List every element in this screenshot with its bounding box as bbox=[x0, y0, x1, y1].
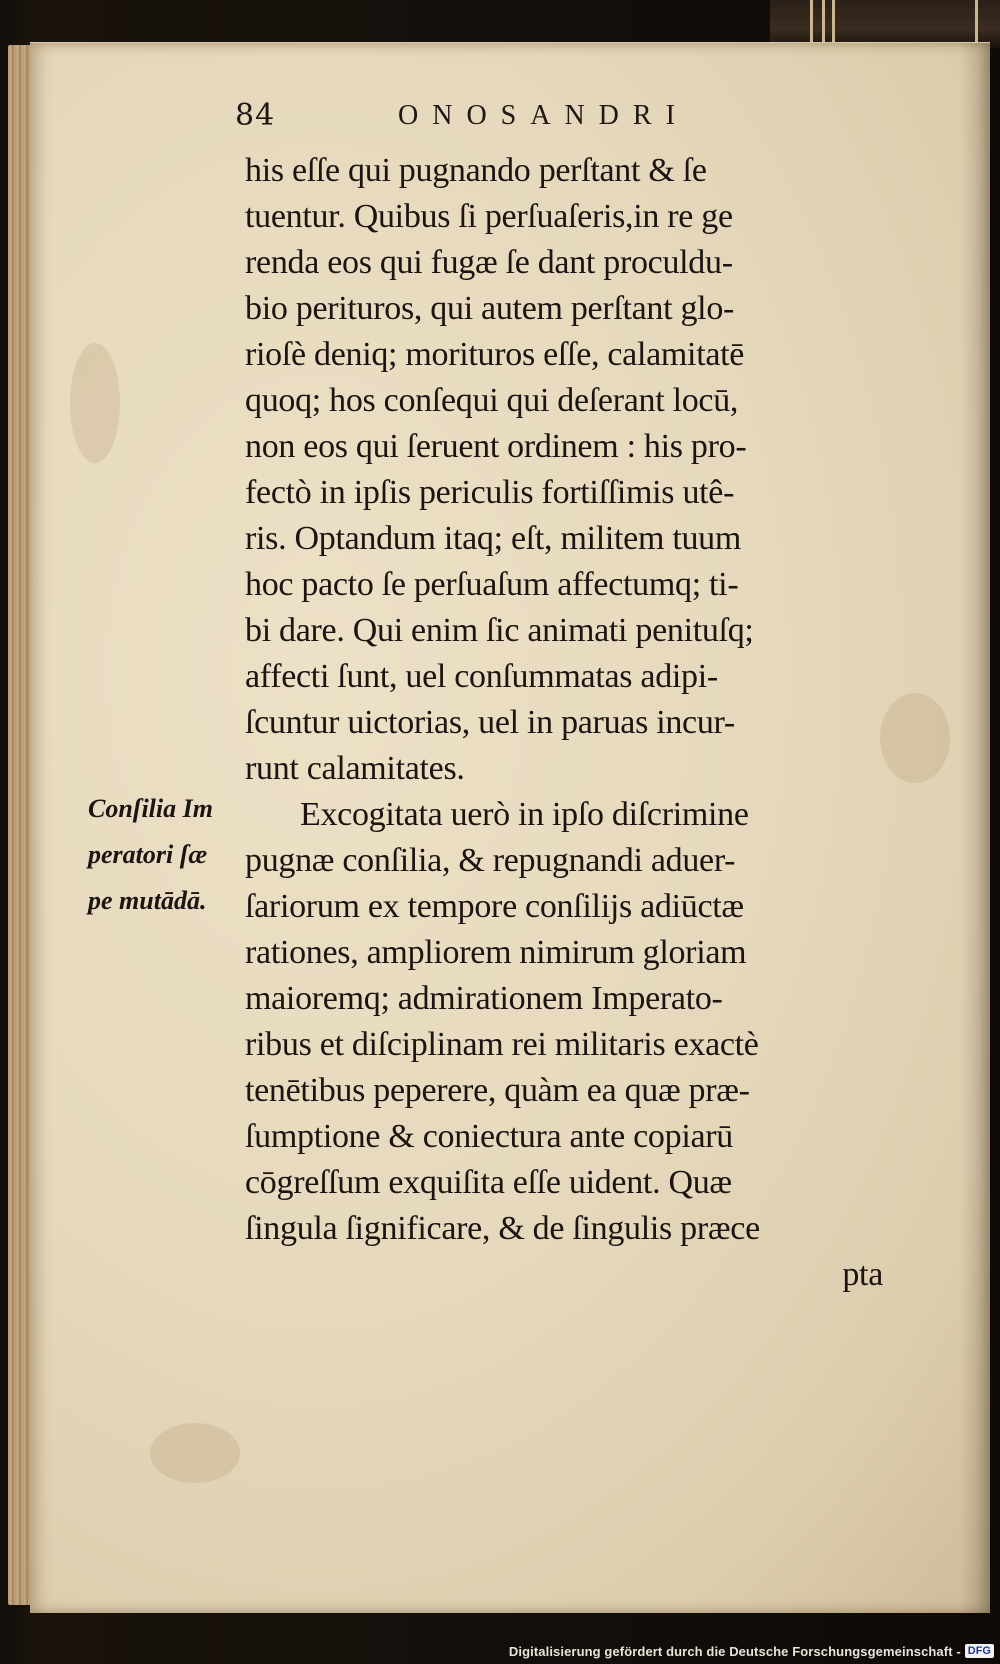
text-line: cōgreſſum exquiſita eſſe uident. Quæ bbox=[245, 1164, 732, 1201]
paper-stain bbox=[70, 343, 120, 463]
marginal-note-line: pe mutādā. bbox=[88, 886, 207, 915]
edge-line bbox=[810, 0, 813, 46]
edge-line bbox=[975, 0, 978, 46]
text-line: runt calamitates. bbox=[245, 750, 465, 787]
main-text-block bbox=[245, 148, 885, 1298]
paper-stain bbox=[150, 1423, 240, 1483]
edge-line bbox=[832, 0, 835, 46]
text-line: bi dare. Qui enim ſic animati penituſq; bbox=[245, 612, 754, 649]
text-line: tuentur. Quibus ſi perſuaſeris,in re ge bbox=[245, 198, 733, 235]
text-line: ſingula ſignificare, & de ſingulis præce bbox=[245, 1210, 760, 1247]
text-line: his eſſe qui pugnando perſtant & ſe bbox=[245, 152, 707, 189]
text-line: ribus et diſciplinam rei militaris exactè bbox=[245, 1026, 759, 1063]
text-line: rationes, ampliorem nimirum gloriam bbox=[245, 934, 747, 971]
text-line: maioremq; admirationem Imperato- bbox=[245, 980, 723, 1017]
text-line: affecti ſunt, uel conſummatas adipi- bbox=[245, 658, 718, 695]
footer-credit: Digitalisierung gefördert durch die Deutsche Forschungsgemeinschaft - bbox=[508, 1643, 961, 1659]
text-line: quoq; hos conſequi qui deſerant locū, bbox=[245, 382, 739, 419]
text-line: tenētibus peperere, quàm ea quæ præ- bbox=[245, 1072, 750, 1109]
paragraph-start-line: Excogitata uerò in ipſo diſcrimine bbox=[300, 796, 749, 833]
text-line: ſcuntur uictorias, uel in paruas incur- bbox=[245, 704, 735, 741]
text-line: rioſè deniq; morituros eſſe, calamitatē bbox=[245, 336, 745, 373]
running-title: ONOSANDRI bbox=[398, 100, 689, 131]
text-line: bio perituros, qui autem perſtant glo- bbox=[245, 290, 735, 327]
next-page-edge bbox=[770, 0, 1000, 48]
marginal-note-line: Conſilia Im bbox=[88, 794, 213, 823]
marginal-note bbox=[88, 786, 248, 924]
digitization-footer bbox=[509, 1640, 994, 1662]
catchword: pta bbox=[842, 1256, 883, 1293]
page-header bbox=[235, 98, 795, 144]
text-line: non eos qui ſeruent ordinem : his pro- bbox=[245, 428, 747, 465]
text-line: ris. Optandum itaq; eſt, militem tuum bbox=[245, 520, 742, 557]
text-line: ſumptione & coniectura ante copiarū bbox=[245, 1118, 733, 1155]
text-line: hoc pacto ſe perſuaſum affectumq; ti- bbox=[245, 566, 739, 603]
dfg-logo: DFG bbox=[965, 1644, 994, 1658]
paper-stain bbox=[880, 693, 950, 783]
marginal-note-line: peratori ſæ bbox=[88, 840, 208, 869]
page-gutter-shadow bbox=[960, 43, 990, 1613]
text-line: pugnæ conſilia, & repugnandi aduer- bbox=[245, 842, 736, 879]
text-line: fectò in ipſis periculis fortiſſimis utê- bbox=[245, 474, 735, 511]
edge-line bbox=[822, 0, 825, 46]
text-line: renda eos qui fugæ ſe dant proculdu- bbox=[245, 244, 733, 281]
text-line: ſariorum ex tempore conſilijs adiūctæ bbox=[245, 888, 744, 925]
page-number: 84 bbox=[235, 98, 276, 133]
